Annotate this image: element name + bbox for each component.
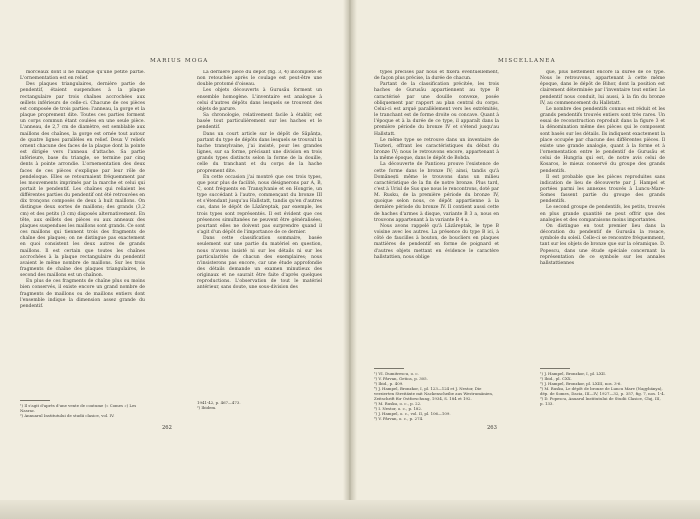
paragraph: types précisés par nous et fixera éventuellement, de façon plus précise, la durée de chacun. (374, 70, 499, 82)
paragraph: On distingue en tout premier lieu dans la décoration du pendentif de Gurusău la rosace, symbole du soleil. Celle-ci se rencontre fréquemment, tant sur les objets de bronze que sur la céramique. D. Popescu, dans une étude spéciale concernant la représentation de ce symbole sur les annales hallstattiennes (540, 223, 665, 266)
book-gutter (343, 0, 357, 519)
left-column-1 (20, 70, 145, 398)
paragraph: Le second groupe de pendentifs, les petits, trouvés en plus grande quantité ne peut offrir que des analogies et des comparaisons moins importantes. (540, 205, 665, 223)
left-column-2-footnotes (197, 400, 322, 414)
running-head-right: MISCELLANEA (498, 58, 556, 64)
footnote-rule (374, 368, 404, 369)
paragraph: La découverte de Panticeu prouve l'existence de cette forme dans le bronze IV; ainsi, tandis qu'à Domănești même le trouvons dans un milieu caractéristique de la fin de notre bronze. Plus tard, c'est à Uriul de Sus que nous le rencontrons, doté par M. Rusku, de la première période du bronze IV, quoique selon nous, ce dépôt appartienne à la dernière période du bronze IV. Il contient aussi cette de haches d'armes à disque, variante B 3 a, nous en trouvons appartenant à la variante B 4 a. (374, 162, 499, 223)
paragraph: Le même type se retrouve dans un inventaire de Tiszteri, offrant les caractéristiques du début du bronze IV; nous le retrouvons encore, appartenant à la même époque, dans le dépôt de Bobda. (374, 137, 499, 162)
paragraph: La dernière pièce du dépôt (fig. 3, 4) incomplète et non retouchée après le coulage est peut-être une double protomé d'oiseau. (197, 70, 322, 88)
footnote: ²) Ibid., pl. CXX. (540, 376, 572, 381)
paragraph: Partant de la classification précitée, les trois haches de Gurusău appartiennent au type B caractérisé par une douille convexe, posée obliquement par rapport au plan central du corps. Celui-ci est arqué parallèlement vers les extrémités, le tranchant est de forme droite ou concave. Quant à l'époque et à la durée de ce type, il apparaît dans la première période du bronze IV et s'étend jusqu'au Hallstatt. (374, 82, 499, 137)
running-head-left: MARIUS MOGA (150, 58, 209, 64)
paragraph: Sa chronologie, relativement facile à établir, est basée tout particulièrement sur les haches et le pendentif. (197, 113, 322, 131)
paragraph: que, plus nettement encore la durée de ce type. Nous le retrouvons, appartenant à cette même époque, dans le dépôt de Bihor, dont la position est clairement déterminée par l'inventaire tout entier. Le pendentif nous conduit, lui aussi, à la fin du bronze IV, au commencement du Hallstatt. (540, 70, 665, 106)
right-page (350, 0, 700, 519)
paragraph: Des plaques triangulaires, dernière partie de pendentif, étaient suspendues à la plaque rectangulaire par trois chaînes accrochées aux œillets inférieurs de celle-ci. Chacune de ces pièces est composée de trois parties: l'anneau, la gorge et la plaque proprement dite. Toutes ces parties forment un corps commun étant coulées en une seule pièce. L'anneau, de 2,7 cm de diamètre, est semblable aux maillons des chaînes, la gorge est ornée tout autour de quatre lignes parallèles en relief. Deux V reliefs ornent chacune des faces de la plaque dont la pointe est dirigée vers l'anneau d'attache. Sa partie inférieure, base du triangle, se termine par cinq dents à pointe arrondie. L'ornementation des deux faces de ces pièces s'explique par leur rôle de pendeloque. Elles se retournaient fréquemment par les mouvements imprimés par la marche et celui qui portait le pendentif. Les chaînes qui reliaient les différentes parties du pendentif ont été retrouvées en dix tronçons composés de deux à huit maillons. On distingue deux sortes de maillons; des grands (3,2 cm) et des petits (3 cm) disposés alternativement. En tête, aux œillets des pièces ou aux anneaux des plaques suspendues les maillons sont grands. Ce sont ces maillons qui tiennent trois des fragments de chaîne des plaques; on ne distingue pas exactement en quoi consistent les deux autres de grands maillons. Il est certain que toutes les chaînes accrochées à la plaque rectangulaire du pendentif avaient le même nombre de maillons. Sur les trois fragments de chaîne des plaques triangulaires, le second des maillons est un chaînon. (20, 82, 145, 279)
footnote: ⁸) V. Pârvan, o. c., p. 274. (374, 416, 424, 421)
paragraph: Nous avons rappelé qu'à Lăzăreptak, le type B voisine avec les autres. La présence du type B ici, à côté de faucilles à bouton, de boucliers en plaques mattières de pendentif en forme de poignard et d'autres objets mettant en évidence le caractère hallstattien, nous oblige (374, 223, 499, 260)
footnote: ²) V. Pârvan, Getica, p. 305. (374, 376, 428, 381)
footnote: 1941-42, p. 467—473. (197, 400, 241, 405)
footnote: ⁶) I. Nestor, o. c., p. 182. (374, 406, 423, 411)
footnote: ⁷) J. Hampel, o. c., vol. II, pl. 106—109. (374, 411, 451, 416)
right-column-1-footnotes (374, 371, 499, 421)
right-column-2-footnotes (540, 371, 665, 421)
paragraph: Dans cette classification sommaire, basée seulement sur une partie du matériel en question, nous n'avons insisté ni sur les détails ni sur les particularités de chacun des exemplaires; nous n'insisterons pas encore, car une étude approfondie des détails demande un examen minutieux des originaux et ne saurait être faite d'après quelques reproductions. L'observation de tout le matériel antérieur, sans doute, une sous-division des (197, 236, 322, 291)
footnote: ⁵) D. Popescu, Anuarul Institutului de Studii Clasice, Cluj, III, p. 133. (540, 396, 661, 406)
right-column-2 (540, 70, 665, 366)
footnote-rule (20, 400, 50, 401)
footnote: ²) Ibidem. (197, 405, 217, 410)
paragraph: Il est probable que les pièces reproduites sans indication de lieu de découverte par J. Hampel et portées parmi les annexes trouvés à Luncu-Mare-Somes fassent partie du groupe des grands pendentifs. (540, 174, 665, 205)
footnote: ²) Annuarul Institutului de studii clasice, vol. IV. (20, 413, 115, 418)
page-number-left: 262 (162, 425, 172, 431)
paragraph: morceaux dont il ne manque qu'une petite partie. L'ornementation est en relief. (20, 70, 145, 82)
footnote: ⁵) M. Rusku, o. c., p. 22. (374, 401, 422, 406)
left-column-2 (197, 70, 322, 398)
paragraph: En plus de ces fragments de chaîne plus ou moins bien conservés, il existe encore un grand nombre de fragments de maillons ou de maillons entiers dont l'ensemble indique la dimension assez grande du pendentif. (20, 279, 145, 309)
paragraph: Dans un court article sur le dépôt de Săpânța, partant du type de dépôts dans lesquels se trouvait la hache transylvaine, j'ai insisté, pour les grandes lignes, sur sa forme, précisant une division en trois grands types distincts selon la forme de la douille, celle du tranchant et du corps de la hache proprement dite. (197, 131, 322, 174)
paragraph: En cette occasion j'ai montré que ces trois types, que pour plus de facilité, nous désignerons par A, B, C, sont fréquents en Transylvanie et en Hongrie, un type succédant à l'autre, commençant du bronze III et s'étendant jusqu'au Hallstatt, tandis qu'en d'autres cas, dans le dépôt de Lăzăreptak, par exemple, les trois types sont représentés. Il est évident que ces présences simultanées ne peuvent être généralisées, pourtant elles ne doivent pas surprendre quand il s'agit d'un dépôt de l'importance de ce dernier. (197, 174, 322, 236)
footnote: ¹) Il s'agit d'après d'une vente de coutume (« Comes ») Les Nasrac. (20, 403, 137, 413)
paragraph: Les objets découverts à Gurusău forment un ensemble homogène. L'inventaire est analogue à celui d'autres dépôts dans lesquels se trouvent des objets de parure. (197, 88, 322, 112)
footnote: ³) J. Hampel, Bronzkor, pl. LXIII, nos. 3-6. (540, 381, 622, 386)
right-column-1 (374, 70, 499, 366)
footnote-rule (540, 368, 570, 369)
left-column-1-footnotes (20, 403, 145, 421)
paragraph: Le nombre des pendentifs connus est réduit et les grands pendentifs trouvés entiers sont très rares. Un essai de reconstruction reproduit dans la figure 3 et la dénomination même des pièces qui le composent sont basés sur les détails. Ils indiquent exactement la place occupée par chacune des différentes pièces. Il existe une grande analogie, quant à la forme et à l'ornementation entre le pendentif de Gurusău et celui de Hungria qui est, de notre avis celui de Kosaros, le mieux conservé du groupe des grands pendentifs. (540, 106, 665, 174)
footnote: ¹) VI. Dumitrescu, o. c. (374, 371, 419, 376)
page-bottom-edge (0, 500, 700, 519)
footnote: ⁴) J. Hampel, Bronzkor, I, pl. 123—124 et J. Nestor, Die verzierten Streitäxte mit Nackenscheibe aus Westrumänien, Zeitschrift für Ostforschung, 1934, S. 184 et 192. (374, 386, 494, 401)
footnote: ³) Ibid., p. 409. (374, 381, 404, 386)
page-number-right: 263 (487, 425, 497, 431)
footnote: ¹) J. Hampel, Bronzkor, I, pl. LXII. (540, 371, 607, 376)
footnote: ⁴) M. Rusku, Le dépôt de bronze de Luncu Mare (Nagybánya), dép. de Somes, Dacia, III—IV, 1927—32, p. 357, fig. 7, nos. 1-4. (540, 386, 665, 396)
